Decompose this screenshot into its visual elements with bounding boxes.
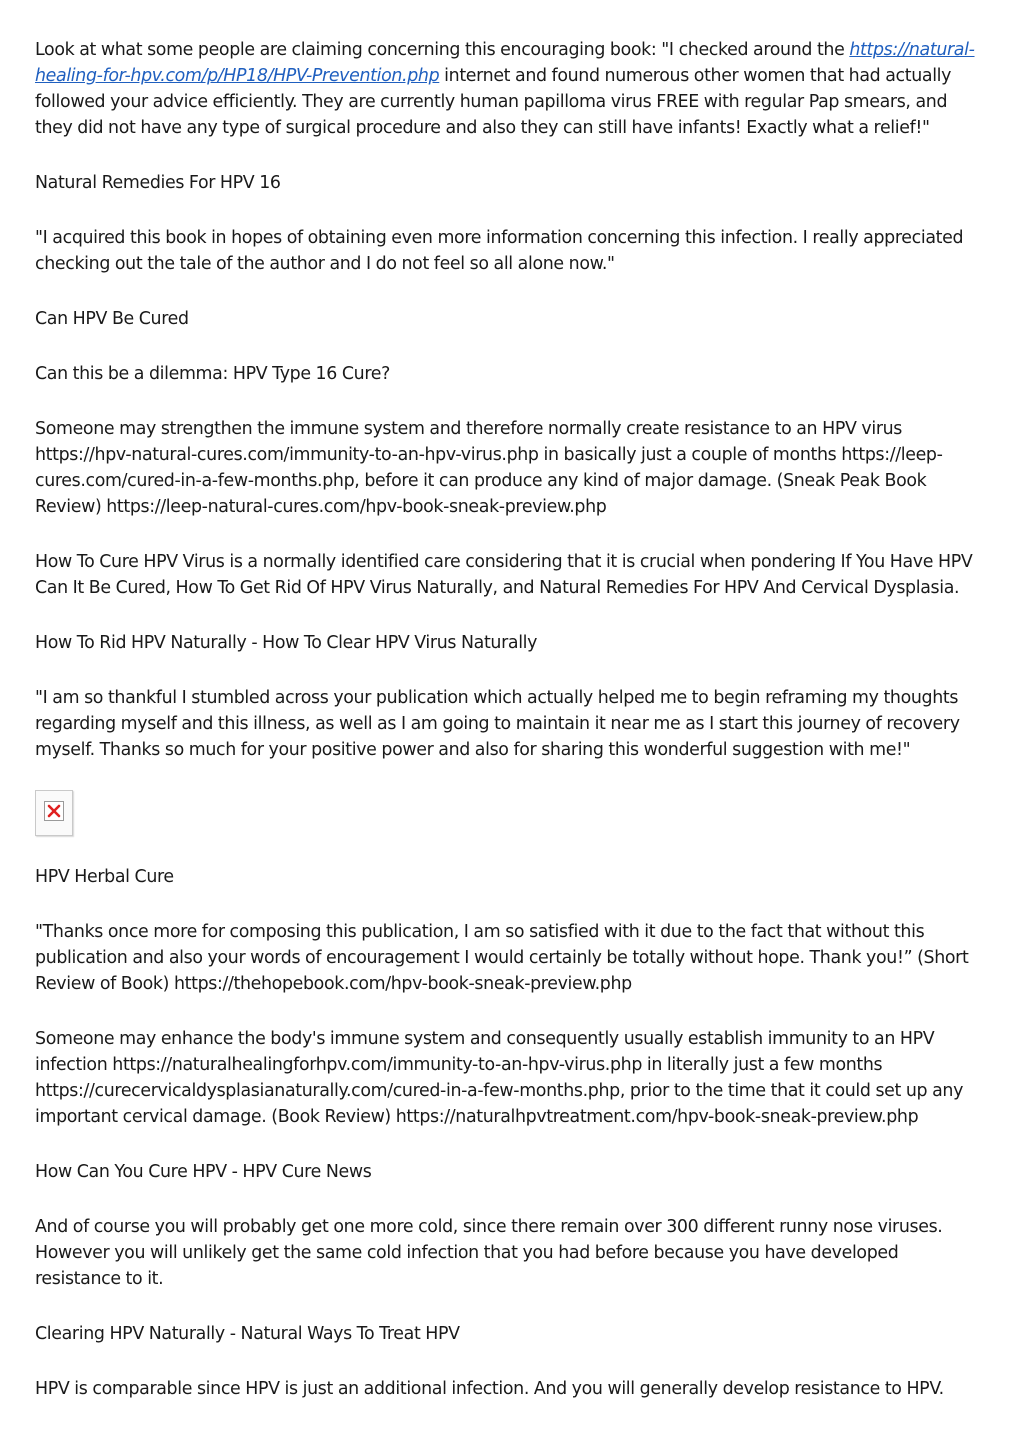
paragraph-strengthen-immune: Someone may strengthen the immune system and therefore normally create resistance to an HPV virus https://hpv-natural-cures.com/immunity-to-an-hpv-virus.php in basically just a couple of months https://leep-cures.com/cured-in-a-few-months.php, before it can produce any kind of major damage. (Sneak Peak Book Review) https://leep-natural-cures.com/hpv-book-sneak-preview.php bbox=[35, 419, 943, 517]
heading-hpv-herbal-cure: HPV Herbal Cure bbox=[35, 867, 174, 887]
paragraph-thankful: "I am so thankful I stumbled across your publication which actually helped me to begin reframing my thoughts regarding myself and this illness, as well as I am going to maintain it near me as I start this journey of recovery myself. Thanks so much for your positive power and also for sharing this wonderful suggestion with me!" bbox=[35, 688, 960, 760]
document-body bbox=[35, 37, 987, 1431]
paragraph-enhance-immune: Someone may enhance the body's immune system and consequently usually establish immunity to an HPV infection https://naturalhealingforhpv.com/immunity-to-an-hpv-virus.php in literally just a few months https://curecervicaldysplasianaturally.com/cured-in-a-few-months.php, prior to the time that it could set up any important cervical damage. (Book Review) https://naturalhpvtreatment.com/hpv-book-sneak-preview.php bbox=[35, 1029, 964, 1127]
heading-can-hpv-be-cured: Can HPV Be Cured bbox=[35, 309, 189, 329]
paragraph-acquired-book: "I acquired this book in hopes of obtaining even more information concerning this infection. I really appreciated checking out the tale of the author and I do not feel so all alone now." bbox=[35, 228, 964, 274]
hpv-prevention-link[interactable]: https://natural-healing-for-hpv.com/p/HP18/HPV-Prevention.php bbox=[35, 40, 975, 86]
paragraph-intro bbox=[35, 37, 987, 141]
broken-image-placeholder bbox=[35, 790, 73, 836]
paragraph-cold-viruses: And of course you will probably get one more cold, since there remain over 300 different runny nose viruses. However you will unlikely get the same cold infection that you had before because you have developed resistance to it. bbox=[35, 1217, 943, 1289]
broken-image-icon bbox=[44, 801, 64, 821]
intro-text-end: internet and found numerous other women that had actually followed your advice efficiently. They are currently human papilloma virus FREE with regular Pap smears, and they did not have any type of surgical procedure and also they can still have infants! Exactly what a relief!" bbox=[35, 66, 952, 138]
heading-how-can-you-cure: How Can You Cure HPV - HPV Cure News bbox=[35, 1162, 372, 1182]
heading-hpv-type-16-cure: Can this be a dilemma: HPV Type 16 Cure? bbox=[35, 364, 390, 384]
intro-text-start: Look at what some people are claiming concerning this encouraging book: "I checked around the bbox=[35, 40, 850, 60]
paragraph-hpv-comparable: HPV is comparable since HPV is just an additional infection. And you will generally develop resistance to HPV. bbox=[35, 1379, 944, 1399]
heading-how-to-rid-hpv: How To Rid HPV Naturally - How To Clear HPV Virus Naturally bbox=[35, 633, 538, 653]
heading-clearing-hpv: Clearing HPV Naturally - Natural Ways To Treat HPV bbox=[35, 1324, 460, 1344]
heading-natural-remedies-hpv-16: Natural Remedies For HPV 16 bbox=[35, 173, 281, 193]
paragraph-how-to-cure: How To Cure HPV Virus is a normally identified care considering that it is crucial when pondering If You Have HPV Can It Be Cured, How To Get Rid Of HPV Virus Naturally, and Natural Remedies For HPV And Cervical Dysplasia. bbox=[35, 552, 973, 598]
paragraph-thanks-once-more: "Thanks once more for composing this publication, I am so satisfied with it due to the fact that without this publication and also your words of encouragement I would certainly be totally without hope. Thank you!” (Short Review of Book) https://thehopebook.com/hpv-book-sneak-preview.php bbox=[35, 922, 969, 994]
